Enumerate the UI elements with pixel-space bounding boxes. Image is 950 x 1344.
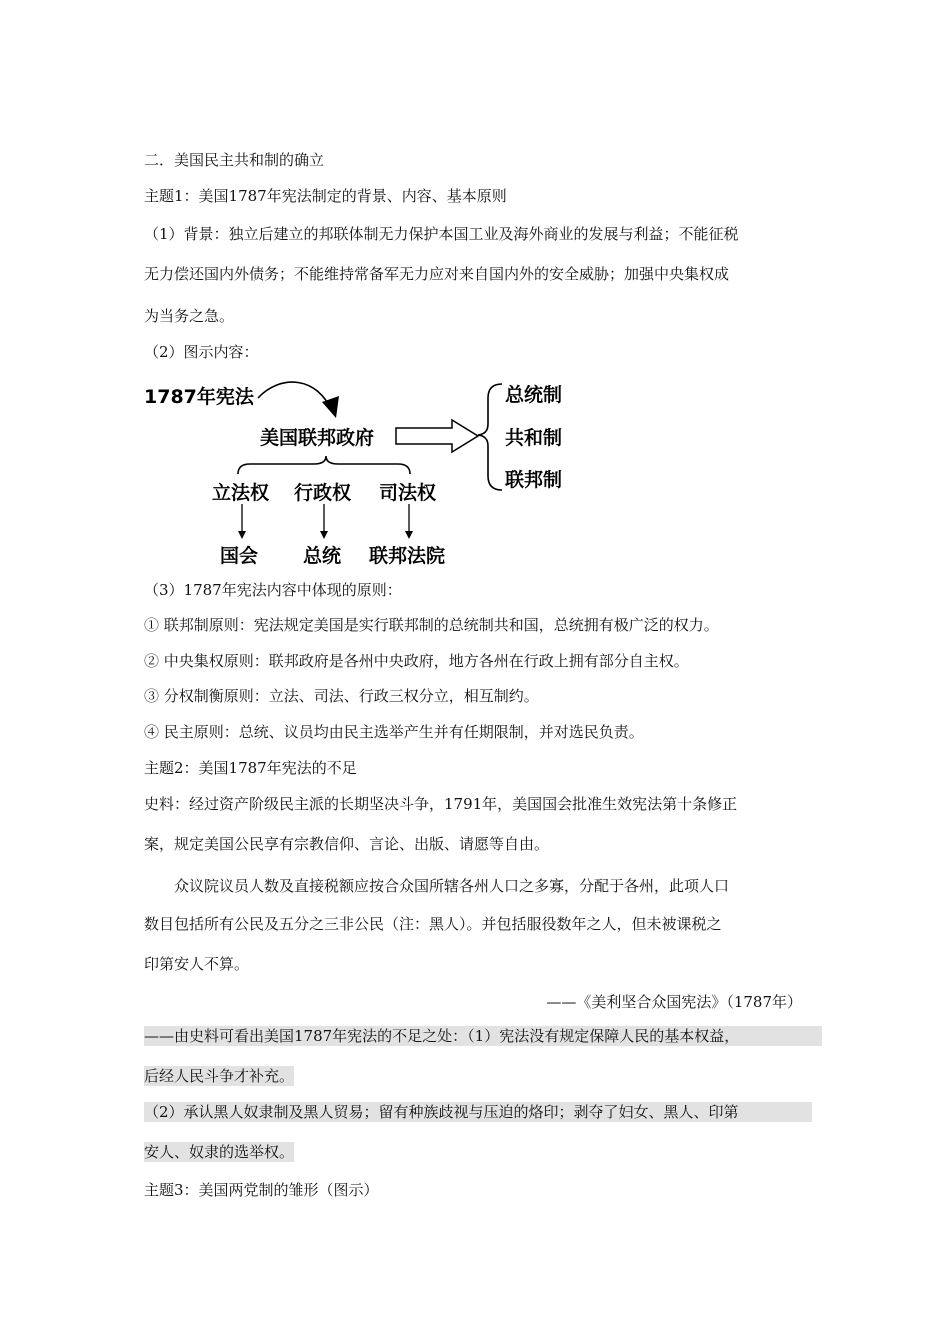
diagram-power-executive: 行政权 bbox=[294, 482, 352, 504]
principle-4: ④ 民主原则：总统、议员均由民主选举产生并有任期限制，并对选民负责。 bbox=[144, 723, 644, 741]
diagram-government: 美国联邦政府 bbox=[260, 427, 375, 449]
diagram-power-legislative: 立法权 bbox=[212, 482, 270, 504]
diagram-organ-president: 总统 bbox=[303, 545, 342, 567]
diagram-system-presidential: 总统制 bbox=[505, 384, 563, 406]
background-line-2: 无力偿还国内外债务；不能维持常备军无力应对来自国内外的安全威胁；加强中央集权成 bbox=[144, 265, 730, 283]
conclusion-line-1: ——由史料可看出美国1787年宪法的不足之处：（1）宪法没有规定保障人民的基本权益， bbox=[144, 1026, 822, 1046]
quote-line-2: 数目包括所有公民及五分之三非公民（注：黑人）。并包括服役数年之人，但未被课税之 bbox=[144, 915, 722, 933]
citation: ——《美利坚合众国宪法》（1787年） bbox=[546, 993, 802, 1011]
principle-1: ① 联邦制原则：宪法规定美国是实行联邦制的总统制共和国，总统拥有极广泛的权力。 bbox=[144, 616, 719, 634]
background-line-1: （1）背景：独立后建立的邦联体制无力保护本国工业及海外商业的发展与利益；不能征税 bbox=[144, 225, 739, 243]
principle-2: ② 中央集权原则：联邦政府是各州中央政府，地方各州在行政上拥有部分自主权。 bbox=[144, 652, 689, 670]
background-line-3: 为当务之急。 bbox=[144, 307, 235, 325]
conclusion-line-3: （2）承认黑人奴隶制及黑人贸易；留有种族歧视与压迫的烙印；剥夺了妇女、黑人、印第 bbox=[144, 1102, 812, 1122]
diagram-system-republic: 共和制 bbox=[505, 427, 563, 449]
diagram-power-judicial: 司法权 bbox=[379, 482, 437, 504]
curved-arrow-icon bbox=[258, 382, 332, 412]
principle-3: ③ 分权制衡原则：立法、司法、行政三权分立，相互制约。 bbox=[144, 687, 539, 705]
topic3-heading: 主题3：美国两党制的雏形（图示） bbox=[144, 1181, 379, 1199]
quote-line-1: 众议院议员人数及直接税额应按合众国所辖各州人口之多寡，分配于各州，此项人口 bbox=[174, 877, 730, 895]
bottom-brace-icon bbox=[238, 456, 410, 474]
source-line-1: 史料：经过资产阶级民主派的长期坚决斗争，1791年，美国国会批准生效宪法第十条修正 bbox=[144, 795, 738, 813]
section-title: 二．美国民主共和制的确立 bbox=[144, 151, 325, 169]
arrow-down-icon bbox=[320, 531, 328, 539]
topic2-heading: 主题2：美国1787年宪法的不足 bbox=[144, 759, 357, 777]
content-label: （2）图示内容： bbox=[144, 343, 259, 361]
hollow-arrow-icon bbox=[396, 420, 478, 452]
quote-line-3: 印第安人不算。 bbox=[144, 955, 250, 973]
diagram-organ-congress: 国会 bbox=[220, 545, 259, 567]
arrow-down-icon bbox=[238, 531, 246, 539]
constitution-diagram bbox=[140, 372, 610, 572]
arrow-down-icon bbox=[405, 531, 413, 539]
source-line-2: 案，规定美国公民享有宗教信仰、言论、出版、请愿等自由。 bbox=[144, 835, 550, 853]
principles-label: （3）1787年宪法内容中体现的原则： bbox=[144, 581, 402, 599]
right-brace-icon bbox=[478, 384, 502, 490]
diagram-system-federal: 联邦制 bbox=[505, 469, 563, 491]
conclusion-line-2: 后经人民斗争才补充。 bbox=[144, 1067, 295, 1085]
conclusion-line-4: 安人、奴隶的选举权。 bbox=[144, 1143, 295, 1161]
topic1-heading: 主题1：美国1787年宪法制定的背景、内容、基本原则 bbox=[144, 187, 507, 205]
diagram-organ-court: 联邦法院 bbox=[369, 545, 446, 567]
diagram-constitution: 1787年宪法 bbox=[144, 386, 254, 408]
